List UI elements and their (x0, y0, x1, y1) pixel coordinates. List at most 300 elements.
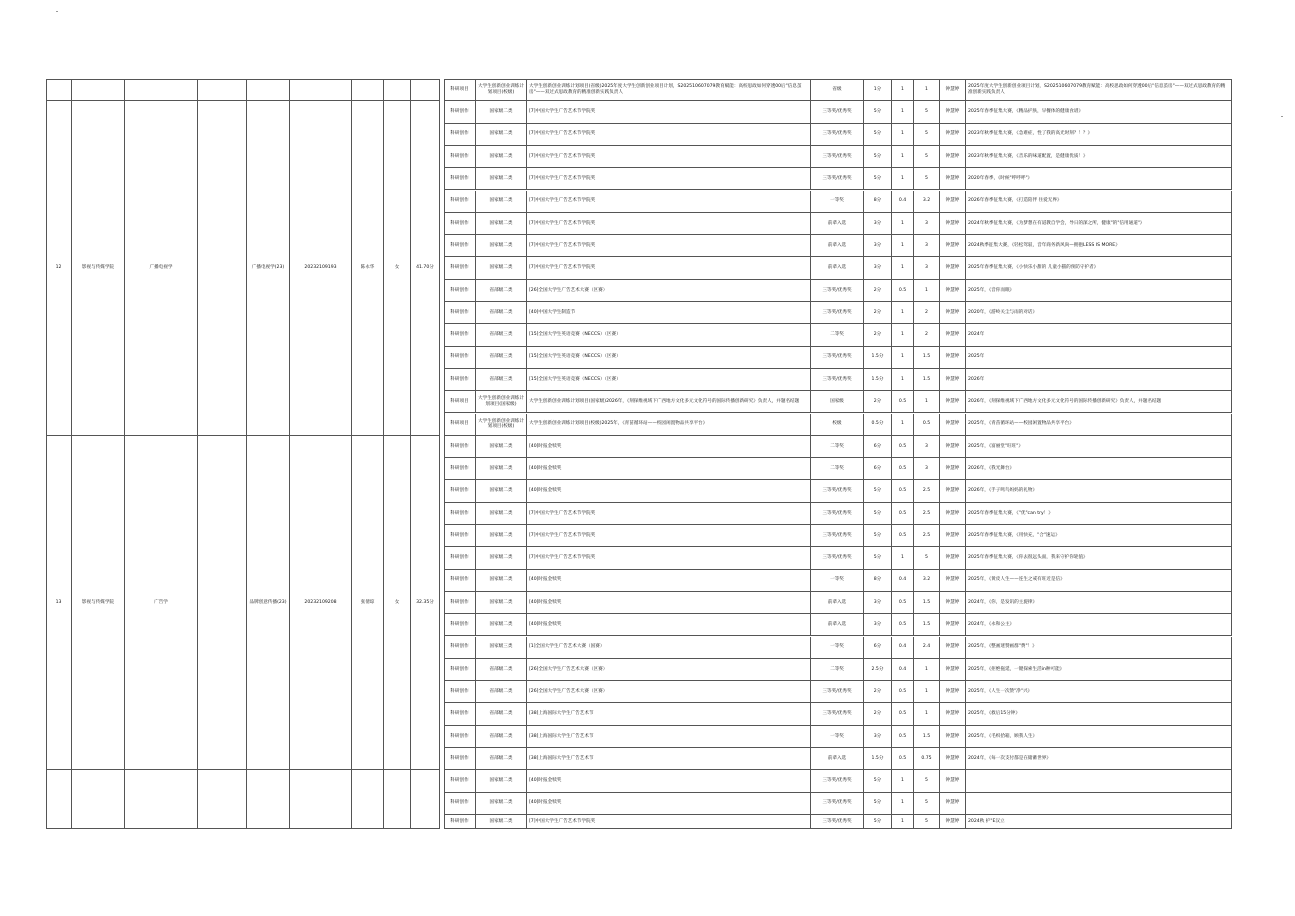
record-score-cell-text: 6分 (873, 443, 882, 449)
record-points-cell (914, 369, 940, 391)
student-continuation-cell (290, 79, 352, 101)
record-competition-cell (527, 637, 811, 659)
student-index-cell (46, 101, 72, 436)
student-class-cell-text: 广播电视学(23) (251, 265, 285, 271)
record-level-cell (476, 748, 527, 770)
record-award-cell-text: 三等奖/优秀奖 (822, 488, 852, 494)
record-award-cell-text: 前辈入选 (827, 265, 847, 271)
record-award-cell (811, 391, 864, 413)
record-points-cell (914, 659, 940, 681)
record-points-cell (914, 302, 940, 324)
record-level-cell-text: 省部级二类 (489, 711, 513, 717)
record-level-cell (476, 793, 527, 815)
record-share-cell (892, 793, 914, 815)
record-points-cell (914, 637, 940, 659)
record-level-cell (476, 726, 527, 748)
record-share-cell (892, 302, 914, 324)
student-name-cell (352, 770, 384, 829)
record-work-cell (966, 637, 1232, 659)
record-work-cell (966, 347, 1232, 369)
record-work-cell (966, 480, 1232, 502)
record-category-cell-text: 科研创作 (450, 131, 469, 137)
record-score-cell-text: 3分 (873, 265, 882, 271)
record-share-cell-text: 0.5 (898, 622, 907, 628)
record-share-cell (892, 503, 914, 525)
student-class-cell (247, 101, 290, 436)
record-category-cell-text: 科研创作 (450, 800, 469, 806)
record-share-cell (892, 369, 914, 391)
record-award-cell-text: 前辈入选 (827, 242, 847, 248)
record-category-cell (444, 324, 476, 346)
record-score-cell (864, 659, 892, 681)
record-award-cell-text: 一等奖 (830, 198, 844, 204)
record-category-cell-text: 科研项目 (450, 86, 469, 92)
record-work-cell-text: 2025年，《整画迷赞画群"费"！》 (968, 644, 1037, 650)
record-points-cell (914, 79, 940, 101)
record-share-cell-text: 1 (901, 309, 904, 315)
record-points-cell-text: 1.5 (922, 376, 931, 382)
record-advisor-cell (940, 770, 966, 792)
record-advisor-cell (940, 637, 966, 659)
student-index-cell-text: 13 (55, 599, 62, 605)
record-competition-cell (527, 213, 811, 235)
record-work-cell-text: 2024年秋季征集大赛，《为梦想在有道教自学会，导日的深之所，健康"的"信用通道"》 (968, 220, 1145, 226)
record-category-cell (444, 681, 476, 703)
record-points-cell-text: 0.75 (921, 755, 932, 761)
record-competition-cell-text: [7]中国大学生广告艺术节学院奖 (529, 198, 596, 204)
record-competition-cell (527, 124, 811, 146)
record-work-cell (966, 547, 1232, 569)
record-points-cell (914, 770, 940, 792)
record-advisor-cell (940, 458, 966, 480)
record-share-cell (892, 547, 914, 569)
record-category-cell-text: 科研创作 (450, 443, 469, 449)
record-level-cell-text: 国家级二类 (489, 555, 513, 561)
record-competition-cell-text: [40]时报金犊奖 (529, 800, 562, 806)
record-competition-cell-text: [40]时报金犊奖 (529, 622, 562, 628)
record-level-cell (476, 101, 527, 123)
record-work-cell (966, 592, 1232, 614)
record-points-cell-text: 2 (925, 332, 928, 338)
record-award-cell-text: 二等奖 (830, 443, 844, 449)
record-level-cell (476, 213, 527, 235)
record-level-cell-text: 国家级三类 (489, 644, 513, 650)
record-level-cell (476, 436, 527, 458)
record-points-cell (914, 748, 940, 770)
record-share-cell (892, 659, 914, 681)
record-level-cell-text: 省部级二类 (489, 309, 513, 315)
record-work-cell-text: 2025年 (968, 354, 985, 360)
record-score-cell (864, 681, 892, 703)
record-work-cell (966, 168, 1232, 190)
record-category-cell-text: 科研创作 (450, 622, 469, 628)
record-category-cell-text: 科研创作 (450, 309, 469, 315)
record-level-cell (476, 525, 527, 547)
record-work-cell (966, 703, 1232, 725)
record-category-cell (444, 770, 476, 792)
record-share-cell (892, 570, 914, 592)
student-gender-cell (384, 770, 411, 829)
record-category-cell (444, 614, 476, 636)
record-share-cell-text: 1 (901, 555, 904, 561)
record-work-cell-text: 2025年春季征集大赛，《精品护肤，早餐体的健康食谱》 (968, 109, 1084, 115)
record-competition-cell (527, 235, 811, 257)
record-level-cell (476, 146, 527, 168)
record-level-cell (476, 681, 527, 703)
record-competition-cell-text: [40]中国大学生制造节 (529, 309, 576, 315)
record-share-cell-text: 1 (901, 421, 904, 427)
record-points-cell-text: 5 (925, 153, 928, 159)
record-work-cell (966, 614, 1232, 636)
record-award-cell-text: 前辈入选 (827, 755, 847, 761)
record-share-cell (892, 637, 914, 659)
record-category-cell-text: 科研创作 (450, 242, 469, 248)
record-score-cell (864, 369, 892, 391)
record-category-cell (444, 748, 476, 770)
record-score-cell (864, 458, 892, 480)
record-category-cell (444, 592, 476, 614)
record-advisor-cell-text: 钟慧婷 (945, 443, 960, 449)
record-share-cell-text: 0.5 (898, 599, 907, 605)
record-award-cell-text: 二等奖 (830, 465, 844, 471)
student-continuation-cell (125, 79, 198, 101)
record-category-cell (444, 369, 476, 391)
record-score-cell (864, 257, 892, 279)
record-category-cell-text: 科研创作 (450, 376, 469, 382)
record-category-cell (444, 547, 476, 569)
record-score-cell (864, 391, 892, 413)
record-level-cell-text: 大学生创新创业训练计划项目(国家级) (478, 396, 524, 407)
record-share-cell (892, 480, 914, 502)
record-share-cell (892, 235, 914, 257)
record-category-cell-text: 科研创作 (450, 488, 469, 494)
record-work-cell-text: 2026年，《手子鸣鸟妈妈的礼物》 (968, 488, 1038, 494)
record-work-cell (966, 503, 1232, 525)
record-points-cell-text: 1 (925, 287, 928, 293)
record-advisor-cell (940, 547, 966, 569)
record-competition-cell (527, 101, 811, 123)
record-competition-cell (527, 703, 811, 725)
record-award-cell (811, 369, 864, 391)
record-level-cell (476, 570, 527, 592)
record-advisor-cell-text: 钟慧婷 (945, 376, 960, 382)
record-award-cell-text: 三等奖/优秀奖 (822, 109, 852, 115)
record-score-cell (864, 570, 892, 592)
record-level-cell-text: 省部级三类 (489, 376, 513, 382)
record-score-cell-text: 2分 (873, 287, 882, 293)
record-points-cell-text: 3.2 (922, 198, 931, 204)
record-category-cell (444, 726, 476, 748)
record-advisor-cell-text: 钟慧婷 (945, 465, 960, 471)
record-level-cell (476, 391, 527, 413)
record-share-cell (892, 726, 914, 748)
record-share-cell-text: 0.4 (898, 644, 907, 650)
record-level-cell-text: 国家级二类 (489, 622, 513, 628)
record-level-cell-text: 省部级三类 (489, 354, 513, 360)
record-level-cell-text: 大学生创新创业训练计划项目(校级) (478, 84, 524, 95)
record-points-cell-text: 1.5 (922, 354, 931, 360)
record-advisor-cell-text: 钟慧婷 (945, 622, 960, 628)
student-gender-cell (384, 436, 411, 771)
student-major-cell-text: 广播电视学 (149, 265, 173, 271)
record-competition-cell-text: [7]中国大学生广告艺术节学院奖 (529, 818, 596, 824)
student-placeholder-cell (198, 101, 247, 436)
record-points-cell-text: 1 (925, 688, 928, 694)
record-share-cell (892, 391, 914, 413)
record-share-cell-text: 0.5 (898, 443, 907, 449)
record-points-cell-text: 3 (925, 443, 928, 449)
record-competition-cell (527, 458, 811, 480)
student-continuation-cell (247, 79, 290, 101)
record-competition-cell-text: [40]时报金犊奖 (529, 778, 562, 784)
record-share-cell-text: 1 (901, 332, 904, 338)
record-competition-cell-text: [40]时报金犊奖 (529, 443, 562, 449)
record-award-cell (811, 347, 864, 369)
record-work-cell (966, 369, 1232, 391)
record-category-cell (444, 480, 476, 502)
record-advisor-cell (940, 391, 966, 413)
record-advisor-cell-text: 钟慧婷 (945, 688, 960, 694)
record-competition-cell (527, 302, 811, 324)
record-points-cell-text: 3.2 (922, 577, 931, 583)
record-award-cell (811, 748, 864, 770)
record-advisor-cell (940, 592, 966, 614)
record-level-cell-text: 省部级二类 (489, 755, 513, 761)
record-score-cell-text: 2分 (873, 332, 882, 338)
record-points-cell-text: 1.5 (922, 733, 931, 739)
record-award-cell (811, 815, 864, 829)
record-points-cell (914, 525, 940, 547)
record-category-cell-text: 科研创作 (450, 510, 469, 516)
record-score-cell-text: 1.5分 (871, 376, 884, 382)
student-continuation-cell (411, 79, 440, 101)
record-score-cell-text: 6分 (873, 644, 882, 650)
record-share-cell (892, 703, 914, 725)
record-advisor-cell (940, 436, 966, 458)
record-score-cell-text: 5分 (873, 488, 882, 494)
record-award-cell-text: 三等奖/优秀奖 (822, 555, 852, 561)
record-award-cell (811, 168, 864, 190)
scan-speck (1281, 116, 1283, 117)
student-student-id-cell-text: 20232109193 (304, 265, 337, 271)
record-award-cell (811, 770, 864, 792)
record-score-cell (864, 414, 892, 436)
record-work-cell (966, 213, 1232, 235)
student-class-cell (247, 770, 290, 829)
record-score-cell (864, 525, 892, 547)
record-level-cell (476, 637, 527, 659)
record-points-cell-text: 5 (925, 778, 928, 784)
record-level-cell-text: 国家级二类 (489, 242, 513, 248)
record-advisor-cell (940, 302, 966, 324)
student-student-id-cell (290, 436, 352, 771)
record-competition-cell-text: [7]中国大学生广告艺术节学院奖 (529, 131, 596, 137)
record-level-cell-text: 国家级二类 (489, 818, 513, 824)
record-award-cell-text: 三等奖/优秀奖 (822, 510, 852, 516)
record-score-cell (864, 748, 892, 770)
record-points-cell (914, 793, 940, 815)
record-points-cell (914, 503, 940, 525)
record-share-cell (892, 280, 914, 302)
record-points-cell-text: 5 (925, 555, 928, 561)
record-work-cell-text: 2024秋季征集大赛，《轻松驾驭，音年商务新风尚—拥抱LESS IS MORE》 (968, 242, 1120, 248)
record-category-cell-text: 科研创作 (450, 733, 469, 739)
record-award-cell (811, 793, 864, 815)
record-category-cell (444, 191, 476, 213)
student-class-cell (247, 436, 290, 771)
record-award-cell (811, 726, 864, 748)
student-class-cell-text: 品牌创意传播(23) (249, 599, 287, 605)
record-score-cell-text: 8分 (873, 198, 882, 204)
record-competition-cell (527, 547, 811, 569)
student-name-cell-text: 陈永华 (360, 265, 375, 271)
record-points-cell-text: 3 (925, 242, 928, 248)
record-advisor-cell (940, 681, 966, 703)
record-competition-cell-text: [15]全国大学生英语竞赛（NECCS）（区赛） (529, 376, 621, 382)
record-share-cell-text: 0.5 (898, 532, 907, 538)
record-score-cell-text: 2分 (873, 309, 882, 315)
student-continuation-cell (384, 79, 411, 101)
record-competition-cell-text: [40]时报金犊奖 (529, 465, 562, 471)
student-total-cell (411, 770, 440, 829)
record-share-cell-text: 0.5 (898, 755, 907, 761)
record-work-cell (966, 146, 1232, 168)
record-share-cell-text: 1 (901, 109, 904, 115)
record-points-cell (914, 547, 940, 569)
record-level-cell (476, 79, 527, 101)
record-competition-cell-text: [7]中国大学生广告艺术节学院奖 (529, 242, 596, 248)
record-points-cell-text: 5 (925, 109, 928, 115)
record-work-cell-text: 2025年，《青苗循环站——校园闲置物品共享平台》 (968, 421, 1074, 427)
record-award-cell (811, 324, 864, 346)
student-college-cell (72, 770, 125, 829)
record-share-cell-text: 0.5 (898, 399, 907, 405)
record-competition-cell (527, 681, 811, 703)
record-advisor-cell-text: 钟慧婷 (945, 131, 960, 137)
record-competition-cell (527, 79, 811, 101)
record-level-cell-text: 国家级二类 (489, 510, 513, 516)
record-score-cell-text: 3分 (873, 242, 882, 248)
record-points-cell (914, 414, 940, 436)
student-gender-cell-text: 女 (394, 265, 400, 271)
student-continuation-cell (198, 79, 247, 101)
record-points-cell (914, 614, 940, 636)
record-award-cell-text: 三等奖/优秀奖 (822, 131, 852, 137)
record-points-cell-text: 0.5 (922, 421, 931, 427)
student-total-cell-text: 41.70分 (416, 265, 434, 271)
record-share-cell-text: 1 (901, 818, 904, 824)
record-level-cell-text: 国家级二类 (489, 198, 513, 204)
record-award-cell (811, 525, 864, 547)
record-score-cell (864, 503, 892, 525)
record-advisor-cell-text: 钟慧婷 (945, 733, 960, 739)
record-share-cell-text: 1 (901, 131, 904, 137)
record-work-cell-text: 2023年秋季征集大赛，《音乐的味道配置，是健康优质！》 (968, 153, 1088, 159)
record-advisor-cell (940, 213, 966, 235)
record-competition-cell-text: [7]中国大学生广告艺术节学院奖 (529, 153, 596, 159)
record-score-cell (864, 191, 892, 213)
record-competition-cell (527, 480, 811, 502)
record-award-cell-text: 三等奖/优秀奖 (822, 176, 852, 182)
record-work-cell (966, 302, 1232, 324)
record-share-cell-text: 0.5 (898, 733, 907, 739)
record-level-cell (476, 124, 527, 146)
record-work-cell-text: 2025年，《人生一次赞"净"兴》 (968, 688, 1033, 694)
record-competition-cell (527, 324, 811, 346)
record-category-cell (444, 168, 476, 190)
record-advisor-cell-text: 钟慧婷 (945, 510, 960, 516)
record-points-cell (914, 191, 940, 213)
record-category-cell-text: 科研创作 (450, 465, 469, 471)
record-points-cell (914, 592, 940, 614)
record-category-cell (444, 235, 476, 257)
record-competition-cell (527, 146, 811, 168)
record-advisor-cell-text: 钟慧婷 (945, 220, 960, 226)
record-score-cell-text: 0.5分 (871, 421, 884, 427)
record-share-cell (892, 414, 914, 436)
student-name-cell-text: 张倩琼 (360, 599, 375, 605)
record-category-cell-text: 科研创作 (450, 265, 469, 271)
record-level-cell (476, 815, 527, 829)
record-share-cell (892, 458, 914, 480)
record-work-cell (966, 101, 1232, 123)
record-share-cell-text: 0.5 (898, 488, 907, 494)
record-work-cell (966, 191, 1232, 213)
record-award-cell-text: 前辈入选 (827, 220, 847, 226)
record-points-cell-text: 5 (925, 176, 928, 182)
record-award-cell-text: 一等奖 (830, 644, 844, 650)
record-award-cell (811, 458, 864, 480)
record-advisor-cell-text: 钟慧婷 (945, 242, 960, 248)
record-advisor-cell (940, 414, 966, 436)
record-points-cell (914, 391, 940, 413)
record-award-cell (811, 302, 864, 324)
record-share-cell-text: 1 (901, 265, 904, 271)
record-advisor-cell (940, 503, 966, 525)
record-share-cell-text: 1 (901, 242, 904, 248)
record-advisor-cell (940, 257, 966, 279)
record-competition-cell-text: 大学生创新创业训练计划项目(校级)2025年，《青苗循环站——校园闲置物品共享平台》 (529, 421, 708, 427)
record-score-cell (864, 146, 892, 168)
record-work-cell (966, 770, 1232, 792)
record-level-cell-text: 国家级二类 (489, 488, 513, 494)
record-award-cell (811, 213, 864, 235)
record-award-cell (811, 79, 864, 101)
student-student-id-cell (290, 770, 352, 829)
record-level-cell-text: 省部级二类 (489, 287, 513, 293)
student-gender-cell-text: 女 (394, 599, 400, 605)
record-points-cell-text: 1 (925, 666, 928, 672)
record-competition-cell (527, 525, 811, 547)
record-share-cell-text: 0.5 (898, 287, 907, 293)
record-score-cell (864, 592, 892, 614)
record-award-cell (811, 414, 864, 436)
record-work-cell (966, 525, 1232, 547)
record-award-cell (811, 235, 864, 257)
record-advisor-cell-text: 钟慧婷 (945, 287, 960, 293)
student-index-cell-text: 12 (55, 265, 62, 271)
record-work-cell (966, 324, 1232, 346)
record-advisor-cell (940, 280, 966, 302)
record-competition-cell-text: [40]时报金犊奖 (529, 577, 562, 583)
record-points-cell (914, 213, 940, 235)
record-points-cell-text: 3 (925, 220, 928, 226)
record-level-cell-text: 国家级二类 (489, 443, 513, 449)
record-work-cell-text: 2024秋 护"E汉立 (968, 818, 1005, 824)
record-advisor-cell-text: 钟慧婷 (945, 309, 960, 315)
record-category-cell-text: 科研创作 (450, 198, 469, 204)
record-category-cell (444, 436, 476, 458)
